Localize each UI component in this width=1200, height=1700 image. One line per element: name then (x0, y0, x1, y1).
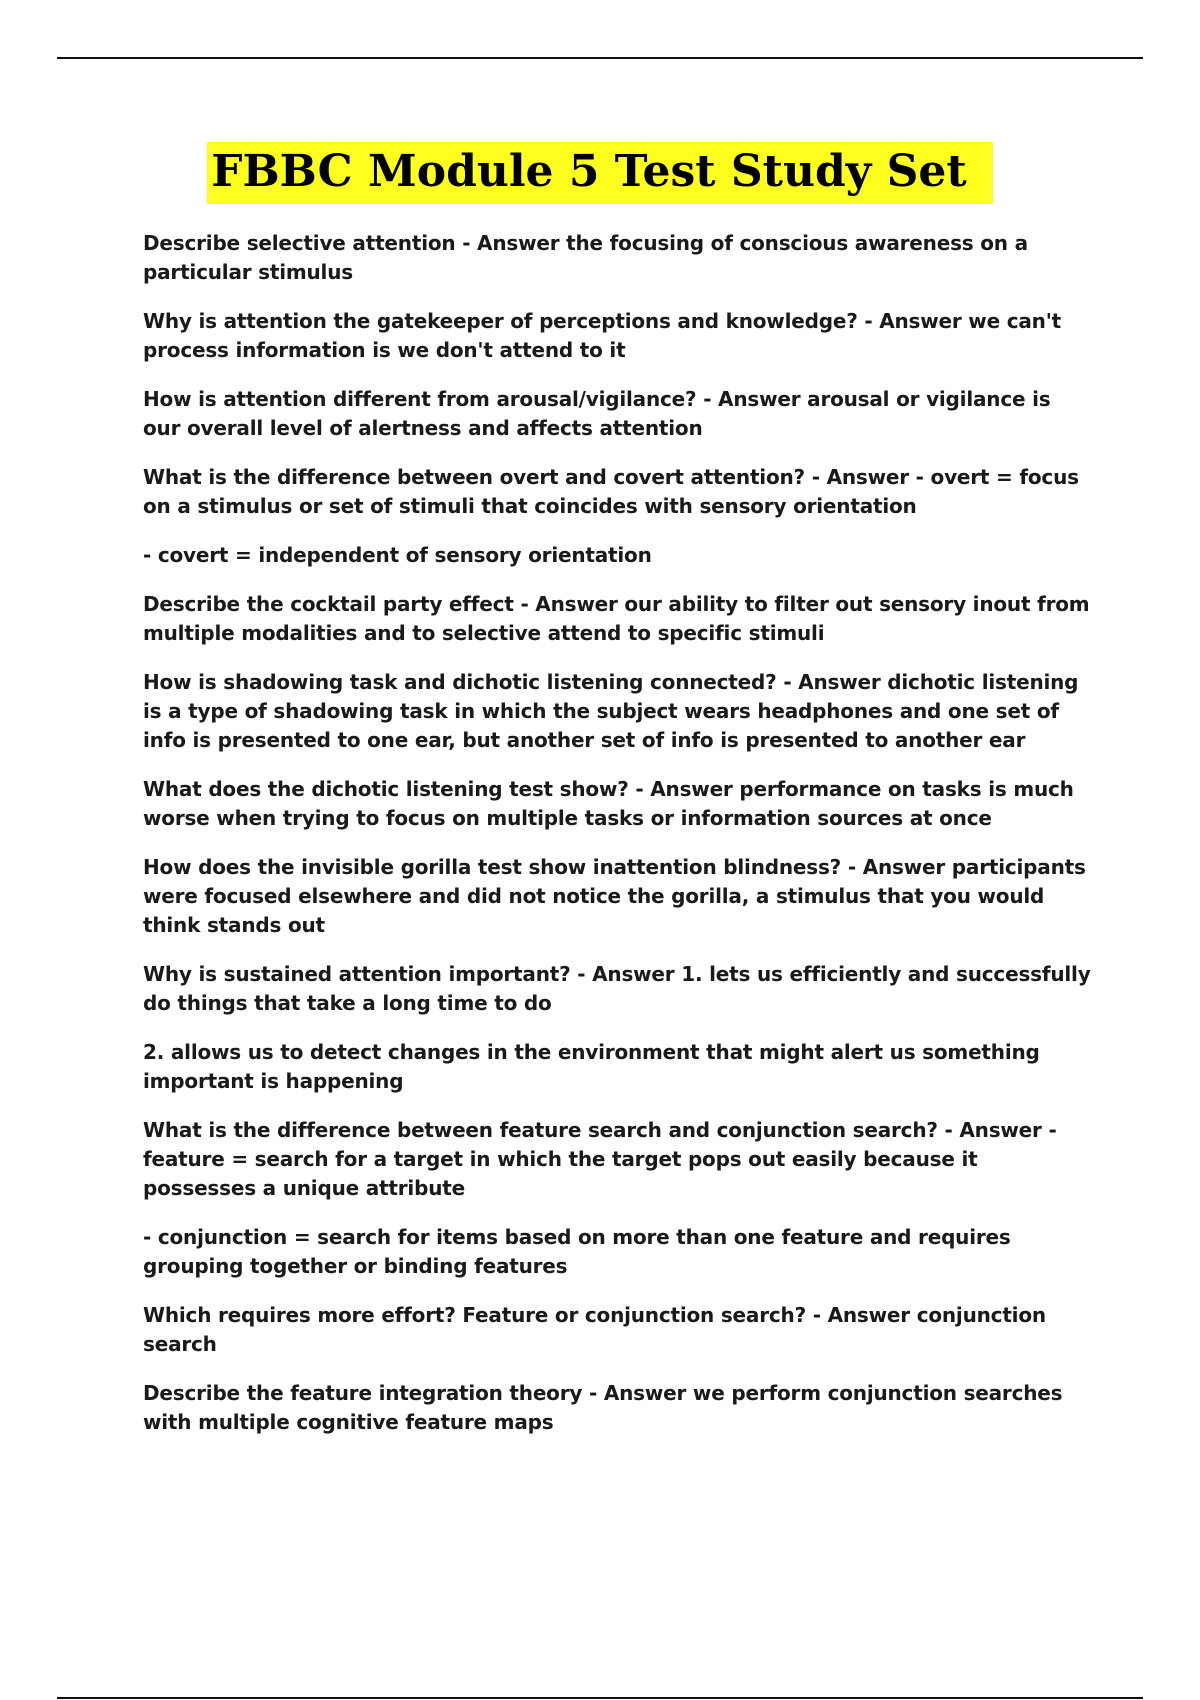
study-set-content (143, 229, 1093, 1457)
qa-paragraph: - covert = independent of sensory orientation (143, 543, 652, 567)
qa-paragraph: What is the difference between feature search and conjunction search? - Answer - feature = search for a target in which the target pops out easily because it possesses a unique attribute (143, 1118, 1057, 1200)
qa-paragraph: Describe the cocktail party effect - Answer our ability to filter out sensory inout from multiple modalities and to selective attend to specific stimuli (143, 592, 1090, 645)
qa-paragraph: What does the dichotic listening test show? - Answer performance on tasks is much worse when trying to focus on multiple tasks or information sources at once (143, 777, 1074, 830)
title-container (0, 142, 1200, 204)
qa-paragraph: Which requires more effort? Feature or conjunction search? - Answer conjunction search (143, 1303, 1046, 1356)
qa-paragraph: What is the difference between overt and covert attention? - Answer - overt = focus on a stimulus or set of stimuli that coincides with sensory orientation (143, 465, 1079, 518)
qa-paragraph: - conjunction = search for items based on more than one feature and requires grouping together or binding features (143, 1225, 1011, 1278)
bottom-divider (57, 1697, 1143, 1699)
qa-paragraph: Why is sustained attention important? - Answer 1. lets us efficiently and successfully do things that take a long time to do (143, 962, 1091, 1015)
qa-paragraph: Why is attention the gatekeeper of perceptions and knowledge? - Answer we can't process information is we don't attend to it (143, 309, 1061, 362)
qa-paragraph: Describe the feature integration theory - Answer we perform conjunction searches with multiple cognitive feature maps (143, 1381, 1063, 1434)
top-divider (57, 57, 1143, 59)
qa-paragraph: How does the invisible gorilla test show inattention blindness? - Answer participants were focused elsewhere and did not notice the gorilla, a stimulus that you would think stands out (143, 855, 1086, 937)
document-title: FBBC Module 5 Test Study Set (207, 142, 992, 204)
qa-paragraph: How is shadowing task and dichotic listening connected? - Answer dichotic listening is a type of shadowing task in which the subject wears headphones and one set of info is presented to one ear, but another set of info is presented to another ear (143, 670, 1079, 752)
qa-paragraph: How is attention different from arousal/vigilance? - Answer arousal or vigilance is our overall level of alertness and affects attention (143, 387, 1051, 440)
qa-paragraph: Describe selective attention - Answer the focusing of conscious awareness on a particular stimulus (143, 231, 1028, 284)
qa-paragraph: 2. allows us to detect changes in the environment that might alert us something important is happening (143, 1040, 1040, 1093)
